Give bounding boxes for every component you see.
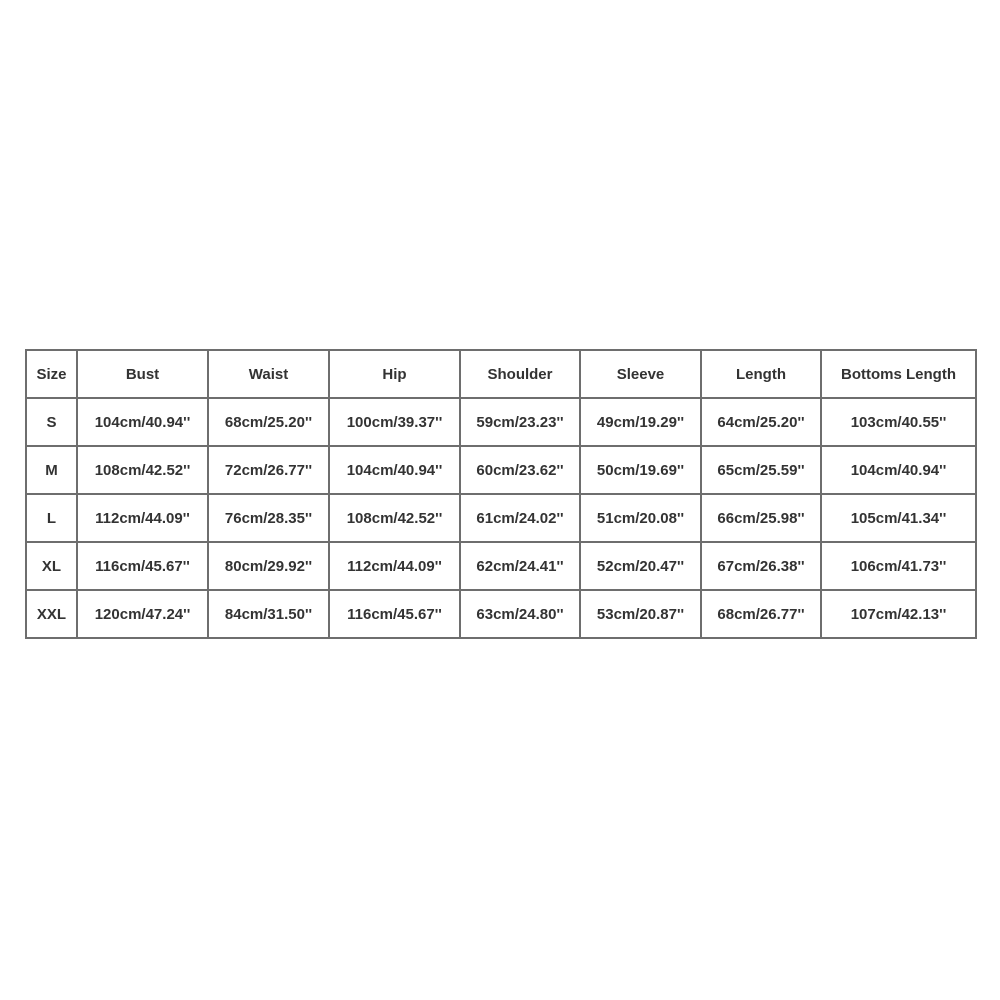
table-row: [26, 398, 976, 446]
cell-bottoms-length: 103cm/40.55'': [821, 398, 976, 446]
cell-hip: 100cm/39.37'': [329, 398, 460, 446]
cell-bottoms-length: 104cm/40.94'': [821, 446, 976, 494]
header-length: Length: [701, 350, 821, 398]
header-size: Size: [26, 350, 77, 398]
cell-sleeve: 51cm/20.08'': [580, 494, 701, 542]
cell-waist: 68cm/25.20'': [208, 398, 329, 446]
cell-bottoms-length: 107cm/42.13'': [821, 590, 976, 638]
cell-bust: 116cm/45.67'': [77, 542, 208, 590]
table-row: [26, 446, 976, 494]
header-bust: Bust: [77, 350, 208, 398]
cell-size: M: [26, 446, 77, 494]
header-row: [26, 350, 976, 398]
table-row: [26, 542, 976, 590]
header-shoulder: Shoulder: [460, 350, 580, 398]
cell-size: XL: [26, 542, 77, 590]
cell-bust: 112cm/44.09'': [77, 494, 208, 542]
cell-bust: 104cm/40.94'': [77, 398, 208, 446]
cell-shoulder: 62cm/24.41'': [460, 542, 580, 590]
cell-size: XXL: [26, 590, 77, 638]
size-chart-table: [25, 349, 977, 639]
cell-size: S: [26, 398, 77, 446]
header-bottoms-length: Bottoms Length: [821, 350, 976, 398]
cell-length: 68cm/26.77'': [701, 590, 821, 638]
cell-length: 67cm/26.38'': [701, 542, 821, 590]
table-row: [26, 494, 976, 542]
cell-waist: 72cm/26.77'': [208, 446, 329, 494]
cell-bottoms-length: 106cm/41.73'': [821, 542, 976, 590]
cell-sleeve: 50cm/19.69'': [580, 446, 701, 494]
cell-bust: 120cm/47.24'': [77, 590, 208, 638]
header-hip: Hip: [329, 350, 460, 398]
cell-bottoms-length: 105cm/41.34'': [821, 494, 976, 542]
cell-size: L: [26, 494, 77, 542]
cell-bust: 108cm/42.52'': [77, 446, 208, 494]
cell-length: 64cm/25.20'': [701, 398, 821, 446]
cell-sleeve: 49cm/19.29'': [580, 398, 701, 446]
cell-shoulder: 59cm/23.23'': [460, 398, 580, 446]
cell-waist: 80cm/29.92'': [208, 542, 329, 590]
table-row: [26, 590, 976, 638]
cell-sleeve: 53cm/20.87'': [580, 590, 701, 638]
cell-hip: 108cm/42.52'': [329, 494, 460, 542]
cell-length: 65cm/25.59'': [701, 446, 821, 494]
header-sleeve: Sleeve: [580, 350, 701, 398]
cell-shoulder: 60cm/23.62'': [460, 446, 580, 494]
cell-hip: 112cm/44.09'': [329, 542, 460, 590]
cell-hip: 116cm/45.67'': [329, 590, 460, 638]
cell-sleeve: 52cm/20.47'': [580, 542, 701, 590]
cell-hip: 104cm/40.94'': [329, 446, 460, 494]
cell-waist: 76cm/28.35'': [208, 494, 329, 542]
header-waist: Waist: [208, 350, 329, 398]
cell-length: 66cm/25.98'': [701, 494, 821, 542]
cell-shoulder: 61cm/24.02'': [460, 494, 580, 542]
cell-shoulder: 63cm/24.80'': [460, 590, 580, 638]
cell-waist: 84cm/31.50'': [208, 590, 329, 638]
